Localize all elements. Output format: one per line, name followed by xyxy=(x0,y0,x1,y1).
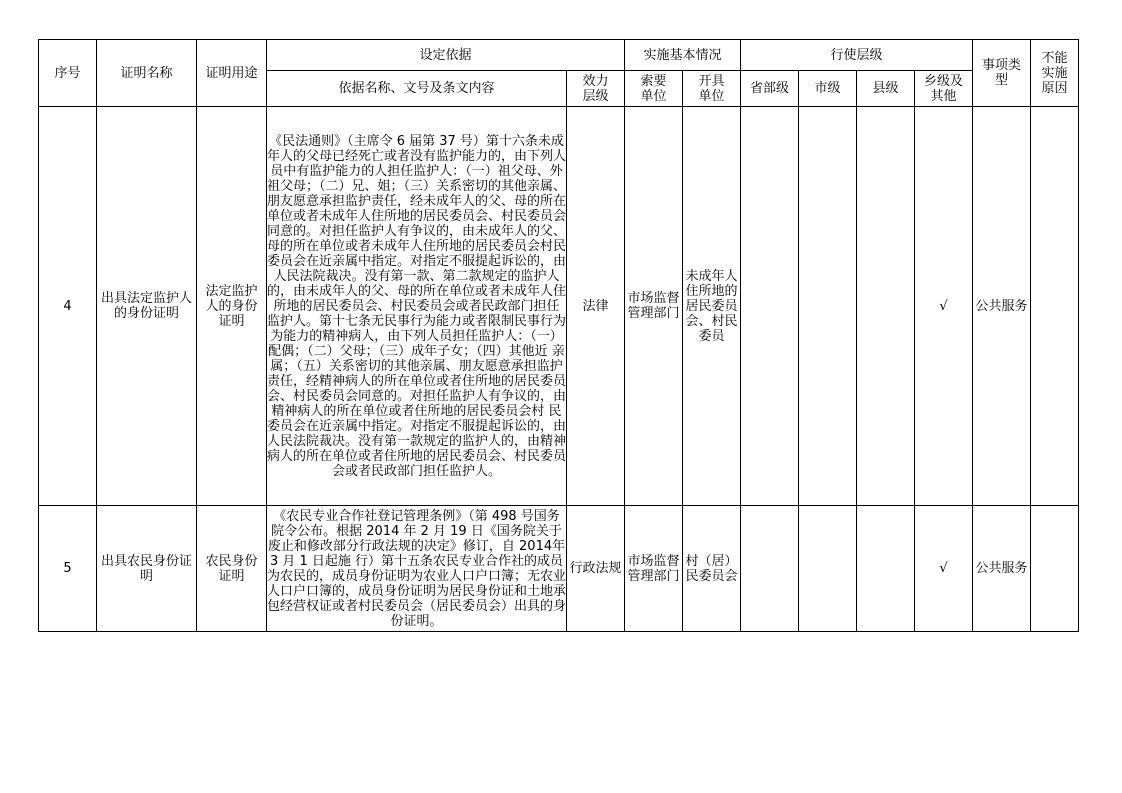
cell-reason xyxy=(1031,506,1079,632)
header-issue-unit: 开具单位 xyxy=(683,71,741,107)
cell-seq: 4 xyxy=(39,107,97,506)
cell-issue-unit: 村（居）民委员会 xyxy=(683,506,741,632)
cell-cert-use: 法定监护人的身份证明 xyxy=(197,107,267,506)
header-township: 乡级及其他 xyxy=(915,71,973,107)
cell-county xyxy=(857,107,915,506)
cell-item-type: 公共服务 xyxy=(973,506,1031,632)
cell-seq: 5 xyxy=(39,506,97,632)
header-province: 省部级 xyxy=(741,71,799,107)
cell-province xyxy=(741,506,799,632)
cell-effect-level: 法律 xyxy=(567,107,625,506)
cell-county xyxy=(857,506,915,632)
header-row-1 xyxy=(39,40,1079,71)
header-basis-name: 依据名称、文号及条文内容 xyxy=(267,71,567,107)
table-row xyxy=(39,107,1079,506)
cell-cert-name: 出具农民身份证明 xyxy=(97,506,197,632)
header-impl-group: 实施基本情况 xyxy=(625,40,741,71)
cell-province xyxy=(741,107,799,506)
cell-city xyxy=(799,506,857,632)
header-basis-group: 设定依据 xyxy=(267,40,625,71)
cell-cert-name: 出具法定监护人的身份证明 xyxy=(97,107,197,506)
header-effect-level: 效力层级 xyxy=(567,71,625,107)
header-request-unit: 索要单位 xyxy=(625,71,683,107)
header-seq: 序号 xyxy=(39,40,97,107)
cell-issue-unit: 未成年人住所地的居民委员会、村民委员 xyxy=(683,107,741,506)
certificate-table xyxy=(38,39,1079,632)
cell-township: √ xyxy=(915,506,973,632)
cell-cert-use: 农民身份证明 xyxy=(197,506,267,632)
header-city: 市级 xyxy=(799,71,857,107)
header-cert-name: 证明名称 xyxy=(97,40,197,107)
header-level-group: 行使层级 xyxy=(741,40,973,71)
cell-effect-level: 行政法规 xyxy=(567,506,625,632)
header-cert-use: 证明用途 xyxy=(197,40,267,107)
header-item-type: 事项类型 xyxy=(973,40,1031,107)
cell-request-unit: 市场监督管理部门 xyxy=(625,107,683,506)
header-county: 县级 xyxy=(857,71,915,107)
cell-city xyxy=(799,107,857,506)
cell-item-type: 公共服务 xyxy=(973,107,1031,506)
cell-request-unit: 市场监督管理部门 xyxy=(625,506,683,632)
cell-township: √ xyxy=(915,107,973,506)
cell-reason xyxy=(1031,107,1079,506)
cell-basis: 《民法通则》（主席令 6 届第 37 号）第十六条未成年人的父母已经死亡或者没有监护能力的，由下列人员中有监护能力的人担任监护人：（一）祖父母、外祖父母；（二）兄、姐；（三）关系密切的其他亲属、朋友愿意承担监护责任，经未成年人的父、母的所在单位或者未成年人住所地的居民委员会、村民委员会同意的。对担任监护人有争议的，由未成年人的父、母的所在单位或者未成年人住所地的居民委员会村民委员会在近亲属中指定。对指定不服提起诉讼的，由人民法院裁决。没有第一款、第二款规定的监护人的，由未成年人的父、母的所在单位或者未成年人住所地的居民委员会、村民委员会或者民政部门担任 监护人。第十七条无民事行为能力或者限制民事行为 为能力的精神病人，由下列人员担任监护人：（一）配偶；（二）父母；（三）成年子女；（四）其他近 亲属；（五）关系密切的其他亲属、朋友愿意承担监护责任，经精神病人的所在单位或者住所地的居民委员会、村民委员会同意的。对担任监护人有争议的，由精神病人的所在单位或者住所地的居民委员会村 民委员会在近亲属中指定。对指定不服提起诉讼的，由人民法院裁决。没有第一款规定的监护人的，由精神病人的所在单位或者住所地的居民委员会、村民委员会或者民政部门担任监护人。 xyxy=(267,107,567,506)
cell-basis: 《农民专业合作社登记管理条例》（第 498 号国务院令公布。根据 2014 年 2 月 19 日《国务院关于废止和修改部分行政法规的决定》修订，自 2014年 3 月 1 日起施 行）第十五条农民专业合作社的成员为农民的，成员身份证明为农业人口户口簿；无农业人口户口簿的，成员身份证明为居民身份证和土地承包经营权证或者村民委员会（居民委员会）出具的身份证明。 xyxy=(267,506,567,632)
table-row xyxy=(39,506,1079,632)
header-reason: 不能实施原因 xyxy=(1031,40,1079,107)
